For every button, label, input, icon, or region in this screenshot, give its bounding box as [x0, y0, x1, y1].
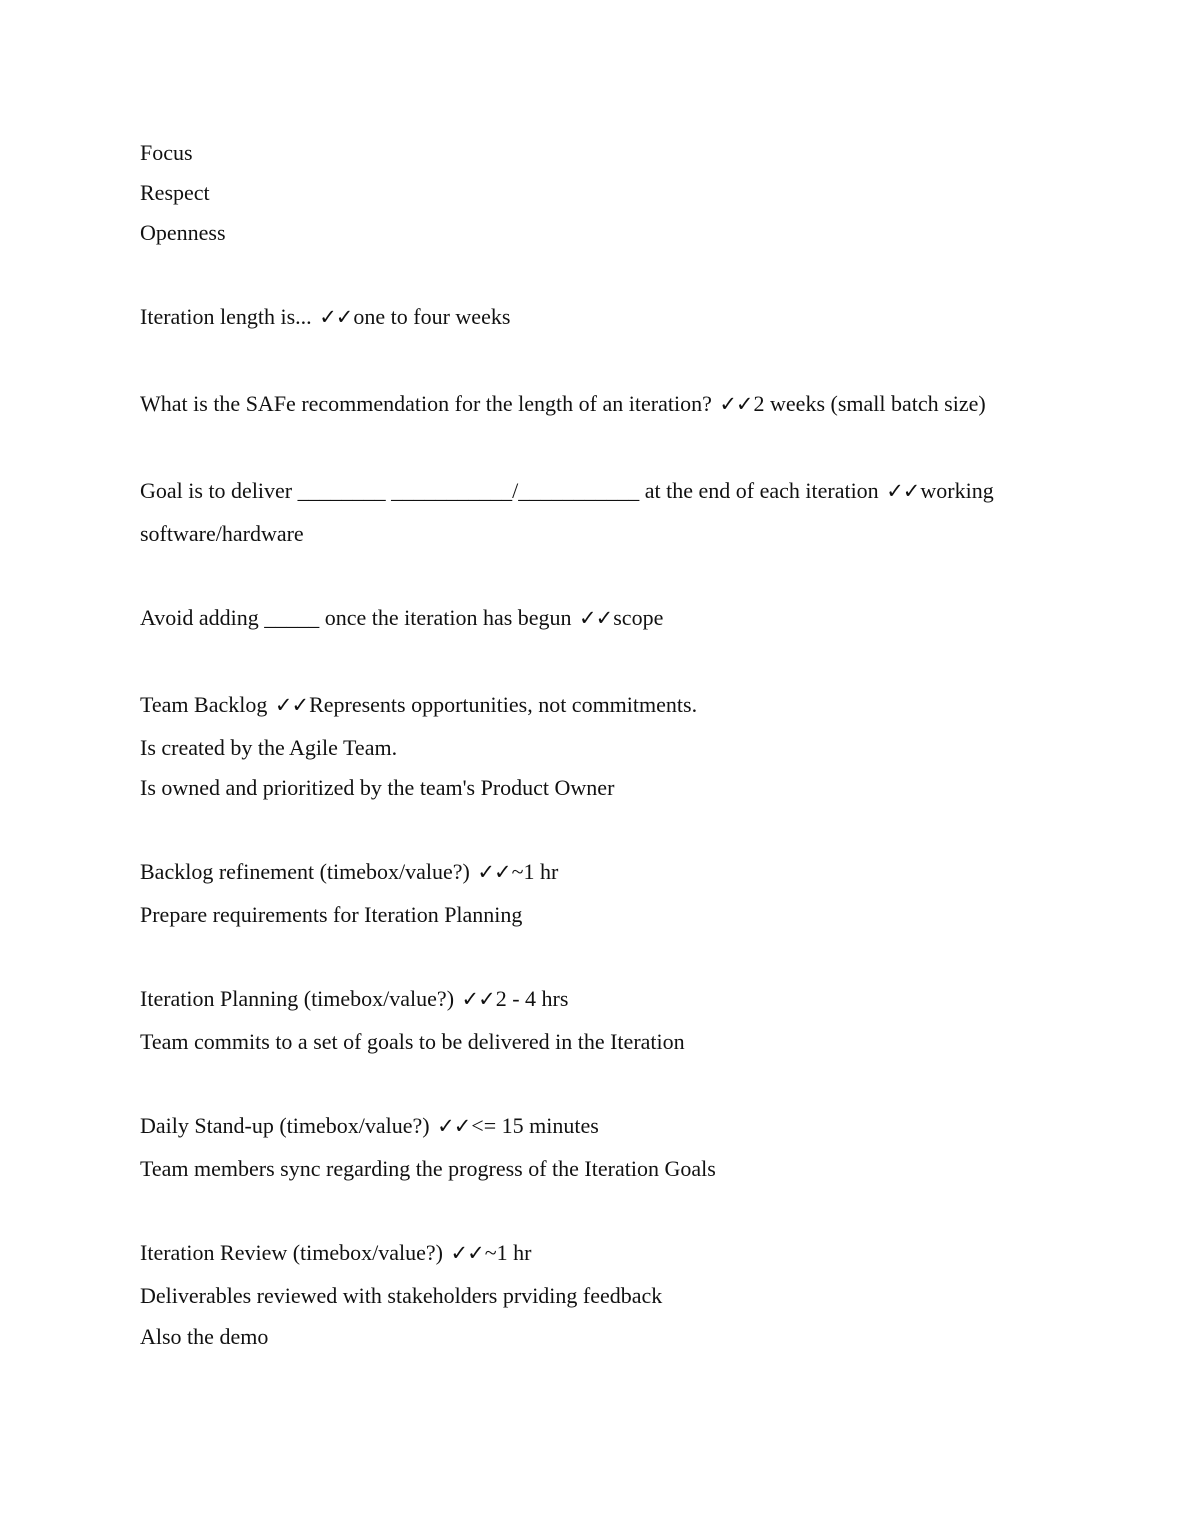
value-openness: Openness — [140, 220, 226, 245]
card-team-backlog — [140, 690, 697, 720]
card-definition: working — [920, 478, 994, 503]
card-definition-continued: Deliverables reviewed with stakeholders prviding feedback — [140, 1283, 663, 1308]
card-definition: scope — [613, 605, 664, 630]
card-term: Daily Stand-up (timebox/value?) — [140, 1113, 430, 1138]
card-term: Iteration length is... — [140, 304, 312, 329]
card-term: Iteration Planning (timebox/value?) — [140, 986, 455, 1011]
card-definition-continued: Team members sync regarding the progress of the Iteration Goals — [140, 1156, 716, 1181]
card-term: What is the SAFe recommendation for the length of an iteration? — [140, 391, 712, 416]
double-checkmark-icon: ✓✓ — [477, 860, 511, 884]
card-term: Avoid adding _____ once the iteration has begun — [140, 605, 572, 630]
card-term: Iteration Review (timebox/value?) — [140, 1240, 443, 1265]
card-daily-standup — [140, 1111, 599, 1141]
card-definition: ~1 hr — [511, 859, 559, 884]
double-checkmark-icon: ✓✓ — [450, 1241, 484, 1265]
card-term: Goal is to deliver ________ ___________/___________ at the end of each iteration — [140, 478, 879, 503]
card-definition-continued: Also the demo — [140, 1324, 269, 1349]
card-definition: 2 weeks (small batch size) — [753, 391, 986, 416]
card-iteration-review — [140, 1238, 531, 1268]
value-focus: Focus — [140, 140, 193, 165]
double-checkmark-icon: ✓✓ — [461, 987, 495, 1011]
card-definition: <= 15 minutes — [471, 1113, 599, 1138]
card-iteration-length — [140, 302, 510, 332]
card-definition-continued: Is owned and prioritized by the team's Product Owner — [140, 775, 615, 800]
card-definition: one to four weeks — [353, 304, 511, 329]
card-goal-deliver — [140, 476, 994, 506]
value-respect: Respect — [140, 180, 210, 205]
card-avoid-adding — [140, 603, 663, 633]
card-definition-continued: Is created by the Agile Team. — [140, 735, 398, 760]
double-checkmark-icon: ✓✓ — [437, 1114, 471, 1138]
card-backlog-refinement — [140, 857, 558, 887]
card-term: Backlog refinement (timebox/value?) — [140, 859, 470, 884]
double-checkmark-icon: ✓✓ — [886, 479, 920, 503]
card-term: Team Backlog — [140, 692, 268, 717]
card-definition-continued: Prepare requirements for Iteration Planning — [140, 902, 523, 927]
double-checkmark-icon: ✓✓ — [719, 392, 753, 416]
card-definition: Represents opportunities, not commitments. — [309, 692, 698, 717]
card-definition-continued: software/hardware — [140, 521, 304, 546]
card-definition: 2 - 4 hrs — [495, 986, 569, 1011]
card-iteration-planning — [140, 984, 568, 1014]
card-definition: ~1 hr — [484, 1240, 532, 1265]
card-safe-recommendation — [140, 389, 986, 419]
double-checkmark-icon: ✓✓ — [274, 693, 309, 717]
double-checkmark-icon: ✓✓ — [319, 305, 353, 329]
card-definition-continued: Team commits to a set of goals to be delivered in the Iteration — [140, 1029, 685, 1054]
double-checkmark-icon: ✓✓ — [579, 606, 613, 630]
